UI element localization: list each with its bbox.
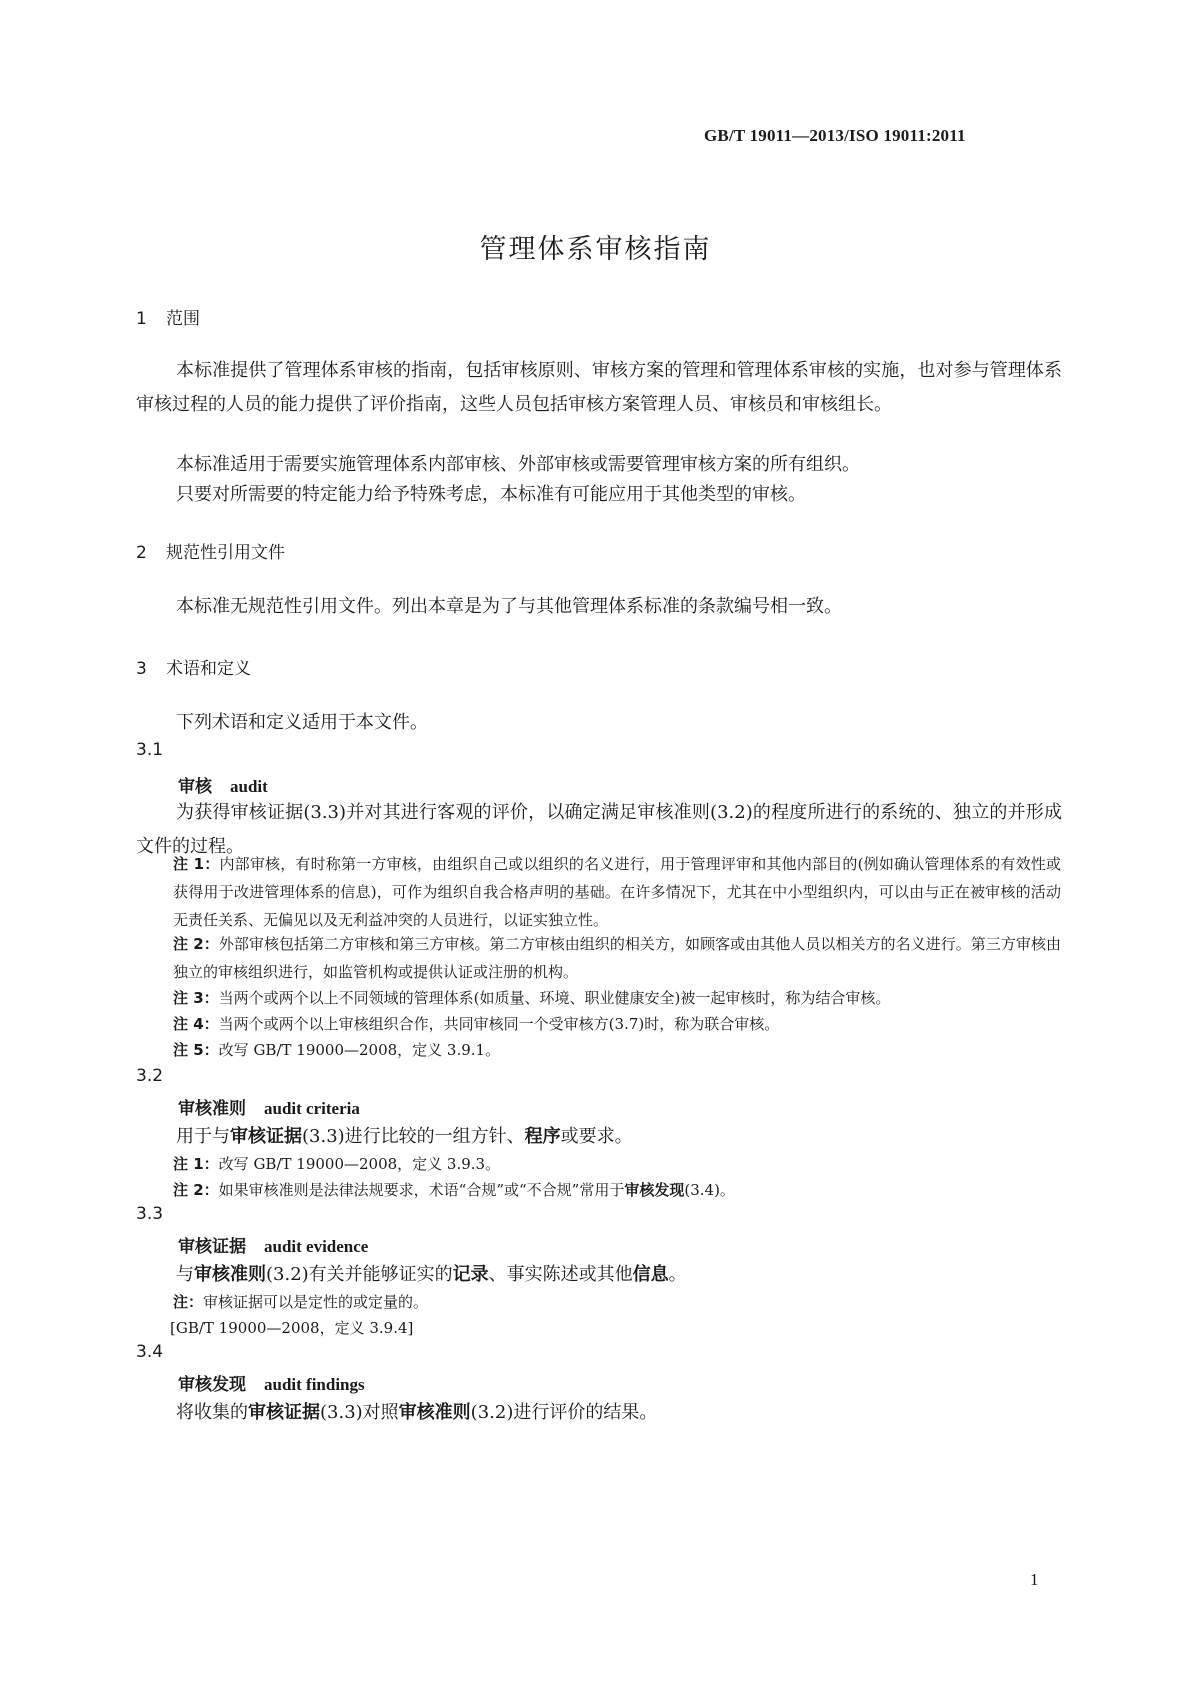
note-text: (3.4)。	[684, 1181, 735, 1199]
note-text: 内部审核，有时称第一方审核，由组织自己或以组织的名义进行，用于管理评审和其他内部目的(例如确认管理体系的有效性或获得用于改进管理体系的信息)，可作为组织自我合格声明的基础。在许多情况下，尤其在中小型组织内，可以由与正在被审核的活动无责任关系、无偏见以及无利益冲突的人员进行，以证实独立性。	[173, 855, 1061, 929]
section-2-heading	[136, 538, 285, 563]
note-label: 注 2：	[173, 935, 219, 953]
term-en: audit criteria	[264, 1099, 360, 1118]
definition-text: 与	[176, 1264, 194, 1285]
note-text: 当两个或两个以上不同领域的管理体系(如质量、环境、职业健康安全)被一起审核时，称为结合审核。	[218, 989, 891, 1007]
definition-text: 或要求。	[560, 1126, 633, 1147]
standard-code: GB/T 19011—2013/ISO 19011:2011	[704, 126, 966, 145]
section-1-heading	[136, 304, 200, 329]
note-text: 改写 GB/T 19000—2008，定义 3.9.1。	[218, 1041, 501, 1059]
term-audit-criteria	[178, 1094, 360, 1119]
definition-text: 、事实陈述或其他	[488, 1264, 633, 1285]
term-reference: 记录	[452, 1264, 489, 1285]
note-4	[173, 1010, 1061, 1038]
section-number: 2	[136, 543, 147, 563]
definition-audit-criteria	[176, 1122, 633, 1148]
scope-paragraph-1: 本标准提供了管理体系审核的指南，包括审核原则、审核方案的管理和管理体系审核的实施，也对参与管理体系审核过程的人员的能力提供了评价指南，这些人员包括审核方案管理人员、审核员和审核组长。	[136, 360, 1062, 415]
definition-text: (3.3)对照	[320, 1402, 399, 1423]
note-text: 外部审核包括第二方审核和第三方审核。第二方审核由组织的相关方，如顾客或由其他人员以相关方的名义进行。第三方审核由独立的审核组织进行，如监管机构或提供认证或注册的机构。	[173, 935, 1061, 981]
page-number: 1	[1030, 1570, 1039, 1589]
term-en: audit evidence	[264, 1237, 369, 1256]
definition-text: 。	[668, 1264, 687, 1285]
term-reference: 信息	[632, 1264, 669, 1285]
clause-number-3-4: 3.4	[136, 1342, 164, 1362]
term-reference: 审核准则	[194, 1264, 266, 1285]
note-label: 注 3：	[173, 989, 219, 1007]
definition-text: (3.2)有关并能够证实的	[266, 1264, 453, 1285]
terms-intro-paragraph: 下列术语和定义适用于本文件。	[176, 712, 428, 733]
definition-text: (3.2)进行评价的结果。	[470, 1402, 658, 1423]
scope-paragraph-3: 只要对所需要的特定能力给予特殊考虑，本标准有可能应用于其他类型的审核。	[176, 484, 806, 505]
term-audit	[178, 772, 268, 797]
note-text: 审核证据可以是定性的或定量的。	[203, 1293, 429, 1311]
term-zh: 审核证据	[178, 1237, 246, 1257]
term-en: audit findings	[264, 1375, 365, 1394]
section-title: 范围	[166, 309, 200, 329]
note-label: 注 5：	[173, 1041, 219, 1059]
note-text: 如果审核准则是法律法规要求，术语“合规”或“不合规”常用于	[218, 1181, 625, 1199]
clause-number-3-1: 3.1	[136, 740, 164, 760]
note-text: 改写 GB/T 19000—2008，定义 3.9.3。	[218, 1155, 501, 1173]
note-2	[173, 930, 1061, 986]
definition-text: (3.3)进行比较的一组方针、	[302, 1126, 525, 1147]
term-audit-evidence	[178, 1232, 368, 1257]
term-zh: 审核准则	[178, 1099, 246, 1119]
term-audit-findings	[178, 1370, 365, 1395]
definition-text: 用于与	[176, 1126, 230, 1147]
document-title: 管理体系审核指南	[479, 234, 712, 265]
section-number: 1	[136, 309, 147, 329]
term-zh: 审核	[178, 777, 212, 797]
section-title: 规范性引用文件	[166, 543, 285, 563]
term-reference: 审核准则	[398, 1402, 471, 1423]
clause-number-3-3: 3.3	[136, 1204, 164, 1224]
definition-audit-findings	[176, 1398, 657, 1424]
term-reference: 审核发现	[624, 1181, 685, 1199]
note-label: 注 1：	[173, 855, 220, 873]
section-title: 术语和定义	[166, 659, 251, 679]
term-reference: 程序	[524, 1126, 561, 1147]
term-en: audit	[230, 777, 268, 796]
note-5	[173, 1036, 1061, 1064]
note-1	[173, 1150, 1061, 1178]
scope-paragraph-2: 本标准适用于需要实施管理体系内部审核、外部审核或需要管理审核方案的所有组织。	[176, 454, 860, 475]
term-reference: 审核证据	[248, 1402, 320, 1423]
note-label: 注 2：	[173, 1181, 219, 1199]
source-reference: [GB/T 19000—2008，定义 3.9.4]	[170, 1319, 414, 1337]
normative-references-paragraph: 本标准无规范性引用文件。列出本章是为了与其他管理体系标准的条款编号相一致。	[176, 596, 842, 617]
note-1	[173, 850, 1061, 934]
note-text: 当两个或两个以上审核组织合作，共同审核同一个受审核方(3.7)时，称为联合审核。	[218, 1015, 780, 1033]
note-label: 注 1：	[173, 1155, 219, 1173]
clause-number-3-2: 3.2	[136, 1066, 164, 1086]
definition-audit-evidence	[176, 1260, 687, 1286]
definition-text: 将收集的	[176, 1402, 248, 1423]
note	[173, 1288, 1061, 1316]
section-3-heading	[136, 654, 251, 679]
term-zh: 审核发现	[178, 1375, 246, 1395]
note-label: 注：	[173, 1293, 204, 1311]
note-3	[173, 984, 1061, 1012]
note-2	[173, 1176, 1061, 1204]
note-label: 注 4：	[173, 1015, 219, 1033]
definition-audit: 为获得审核证据(3.3)并对其进行客观的评价，以确定满足审核准则(3.2)的程度所进行的系统的、独立的并形成文件的过程。	[136, 802, 1062, 857]
term-reference: 审核证据	[230, 1126, 302, 1147]
section-number: 3	[136, 659, 147, 679]
